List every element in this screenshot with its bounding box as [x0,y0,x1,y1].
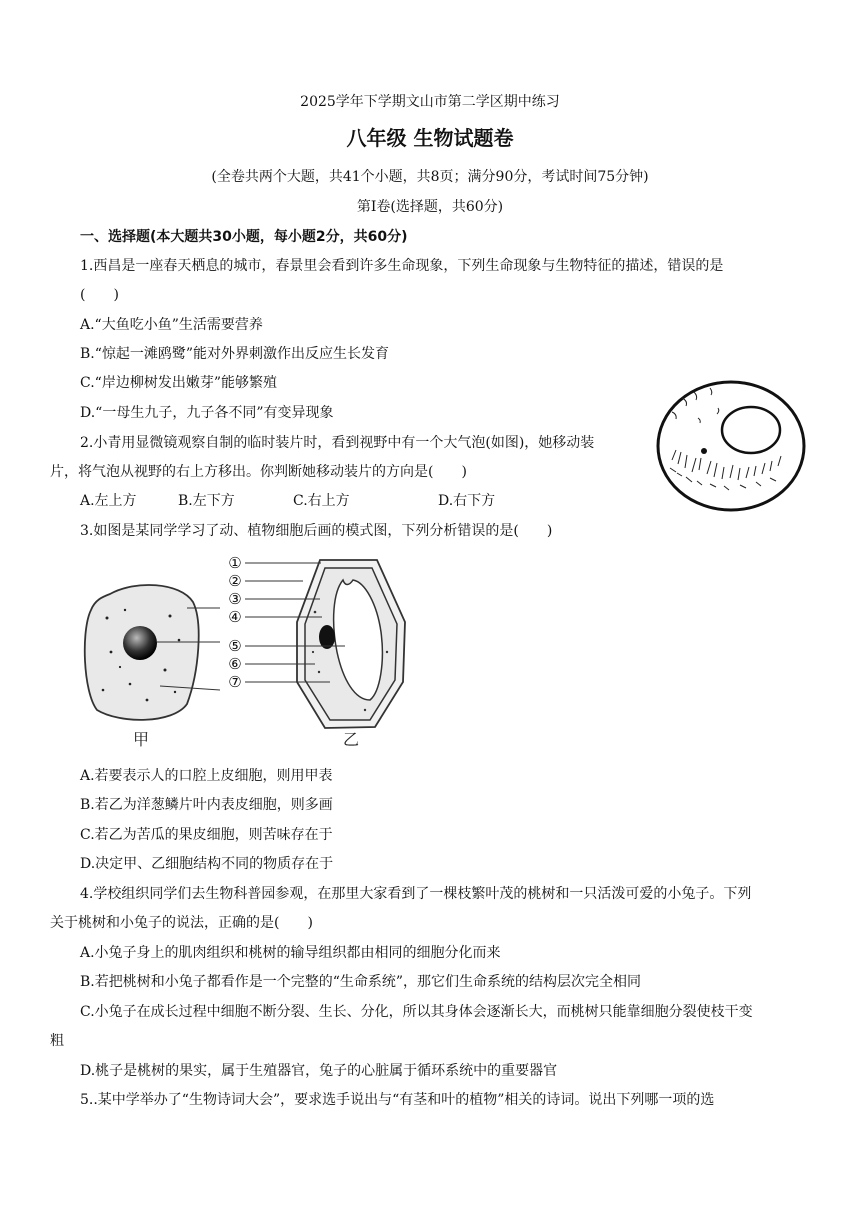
question-3-option-c: C.若乙为苦瓜的果皮细胞，则苦味存在于 [80,827,333,843]
microscope-field-figure [652,378,812,516]
question-2-option-d: D.右下方 [438,493,496,509]
question-3-option-b: B.若乙为洋葱鳞片叶内表皮细胞，则多画 [80,797,333,813]
figure-label-7: ⑦ [228,673,242,691]
figure-label-4: ④ [228,608,242,626]
question-1-option-c: C.“岸边柳树发出嫩芽”能够繁殖 [80,375,277,391]
question-4-stem-line1: 4.学校组织同学们去生物科普园参观，在那里大家看到了一棵枝繁叶茂的桃树和一只活泼可爱的小兔子。下列 [80,886,752,902]
question-1-blank: ( ) [80,287,119,303]
figure-label-1: ① [228,554,242,572]
question-3-option-d: D.决定甲、乙细胞结构不同的物质存在于 [80,856,334,872]
question-4-option-c: C.小兔子在成长过程中细胞不断分裂、生长、分化，所以其身体会逐渐长大，而桃树只能靠细胞分裂使枝干变 [80,1004,753,1020]
figure-label-6: ⑥ [228,655,242,673]
animal-cell [85,585,220,720]
question-1-stem: 1.西昌是一座春天栖息的城市，春景里会看到许多生命现象，下列生命现象与生物特征的描述，错误的是 [80,258,724,274]
question-2-option-c: C.右上方 [293,493,350,509]
question-4-option-d: D.桃子是桃树的果实，属于生殖器官，兔子的心脏属于循环系统中的重要器官 [80,1063,558,1079]
question-5-stem: 5..某中学举办了“生物诗词大会”，要求选手说出与“有茎和叶的植物”相关的诗词。说出下列哪一项的选 [80,1092,715,1108]
question-4-option-b: B.若把桃树和小兔子都看作是一个完整的“生命系统”，那它们生命系统的结构层次完全相同 [80,974,642,990]
question-1-option-b: B.“惊起一滩鸥鹭”能对外界刺激作出反应生长发育 [80,346,390,362]
cell-diagram-figure [75,552,425,752]
part-heading: 第Ⅰ卷(选择题，共60分) [356,199,504,215]
question-4-stem-line2: 关于桃树和小兔子的说法，正确的是( ) [50,915,313,931]
question-2-option-a: A.左上方 [80,493,137,509]
question-4-option-a: A.小兔子身上的肌肉组织和桃树的输导组织都由相同的细胞分化而来 [80,945,501,961]
figure-caption-jia: 甲 [133,730,150,749]
question-1-option-d: D.“一母生九子，九子各不同”有变异现象 [80,405,334,421]
question-3-option-a: A.若要表示人的口腔上皮细胞，则用甲表 [80,768,333,784]
exam-subtitle: 2025学年下学期文山市第二学区期中练习 [300,94,560,110]
question-1-option-a: A.“大鱼吃小鱼”生活需要营养 [80,317,263,333]
section-heading: 一、选择题(本大题共30小题，每小题2分，共60分) [80,229,408,245]
figure-label-2: ② [228,572,242,590]
figure-caption-yi: 乙 [343,730,360,749]
question-2-stem-line1: 2.小青用显微镜观察自制的临时装片时，看到视野中有一个大气泡(如图)，她移动装 [80,435,595,451]
figure-label-5: ⑤ [228,637,242,655]
question-2-stem-line2: 片，将气泡从视野的右上方移出。你判断她移动装片的方向是( ) [50,464,467,480]
question-4-option-c-cont: 粗 [50,1033,64,1049]
plant-cell [297,560,405,728]
question-2-option-b: B.左下方 [178,493,235,509]
exam-note: (全卷共两个大题，共41个小题，共8页；满分90分，考试时间75分钟) [211,169,649,185]
question-3-stem: 3.如图是某同学学习了动、植物细胞后画的模式图，下列分析错误的是( ) [80,523,553,539]
exam-title: 八年级 生物试题卷 [346,126,514,150]
figure-label-3: ③ [228,590,242,608]
